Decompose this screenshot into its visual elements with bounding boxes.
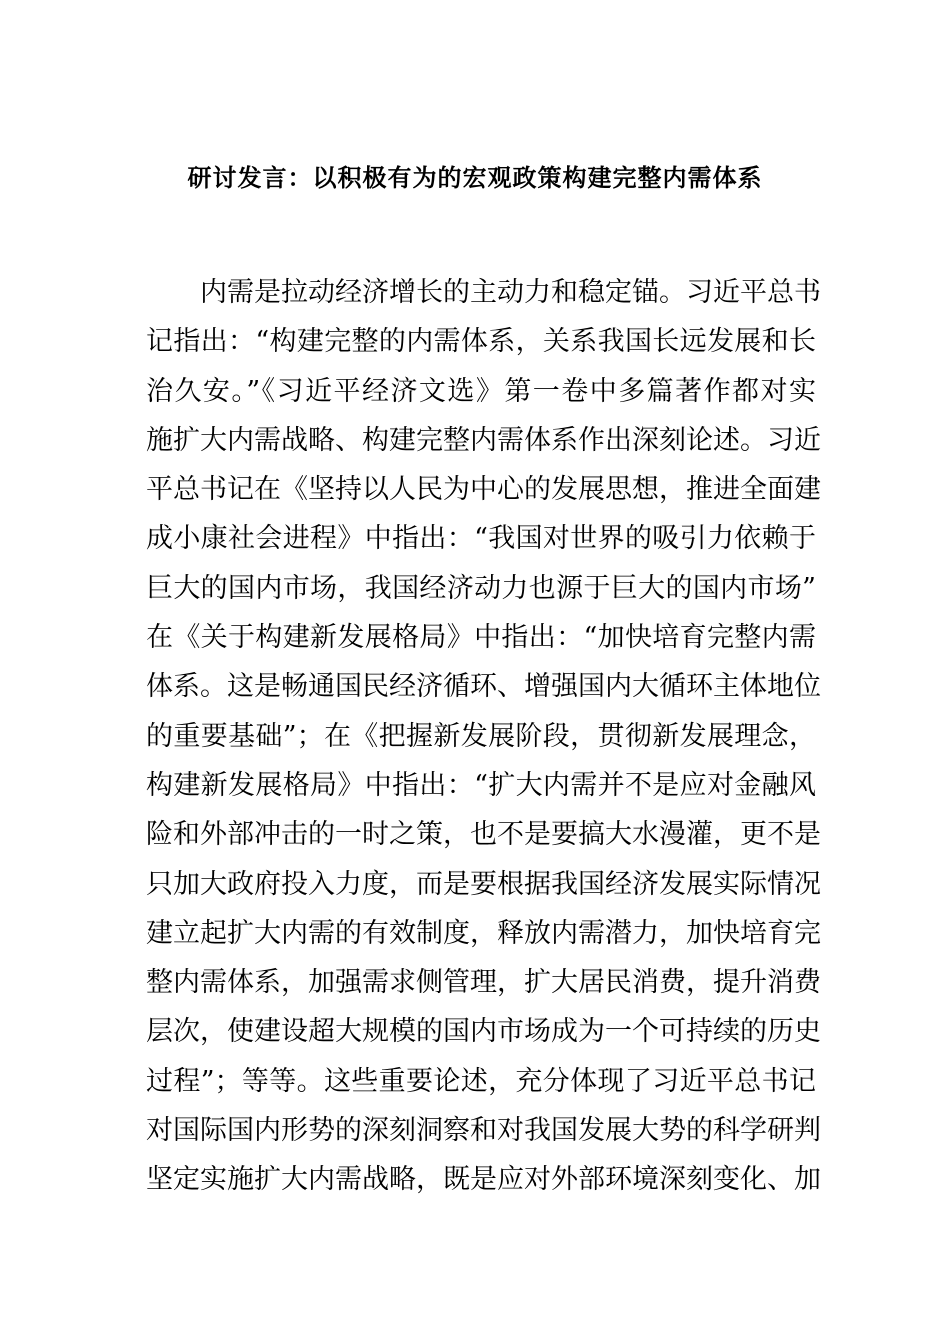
body-line: 的重要基础”；在《把握新发展阶段，贯彻新发展理念， [146,720,816,752]
body-line: 体系。这是畅通国民经济循环、增强国内大循环主体地位 [146,671,821,703]
body-line: 险和外部冲击的一时之策，也不是要搞大水漫灌，更不是 [146,819,821,851]
body-line: 对国际国内形势的深刻洞察和对我国发展大势的科学研判 [146,1115,821,1147]
body-line: 只加大政府投入力度，而是要根据我国经济发展实际情况 [146,868,821,900]
body-line: 过程”；等等。这些重要论述，充分体现了习近平总书记 [146,1065,816,1097]
body-line: 记指出：“构建完整的内需体系，关系我国长远发展和长 [146,326,816,358]
body-line: 在《关于构建新发展格局》中指出：“加快培育完整内需 [146,622,816,654]
body-line: 坚定实施扩大内需战略，既是应对外部环境深刻变化、加 [146,1164,821,1196]
body-line: 内需是拉动经济增长的主动力和稳定锚。习近平总书 [200,277,821,308]
document-title: 研讨发言：以积极有为的宏观政策构建完整内需体系 [187,163,763,192]
body-line: 层次，使建设超大规模的国内市场成为一个可持续的历史 [146,1016,821,1048]
body-line: 构建新发展格局》中指出：“扩大内需并不是应对金融风 [146,769,816,801]
body-line: 成小康社会进程》中指出：“我国对世界的吸引力依赖于 [146,523,816,555]
body-line: 治久安。”《习近平经济文选》第一卷中多篇著作都对实 [146,375,816,407]
body-line: 建立起扩大内需的有效制度，释放内需潜力，加快培育完 [146,917,821,949]
body-line: 平总书记在《坚持以人民为中心的发展思想，推进全面建 [146,474,821,506]
body-line: 整内需体系，加强需求侧管理，扩大居民消费，提升消费 [146,967,821,999]
body-line: 巨大的国内市场，我国经济动力也源于巨大的国内市场” [146,572,816,604]
body-line: 施扩大内需战略、构建完整内需体系作出深刻论述。习近 [146,424,821,456]
document-body [146,268,821,1205]
